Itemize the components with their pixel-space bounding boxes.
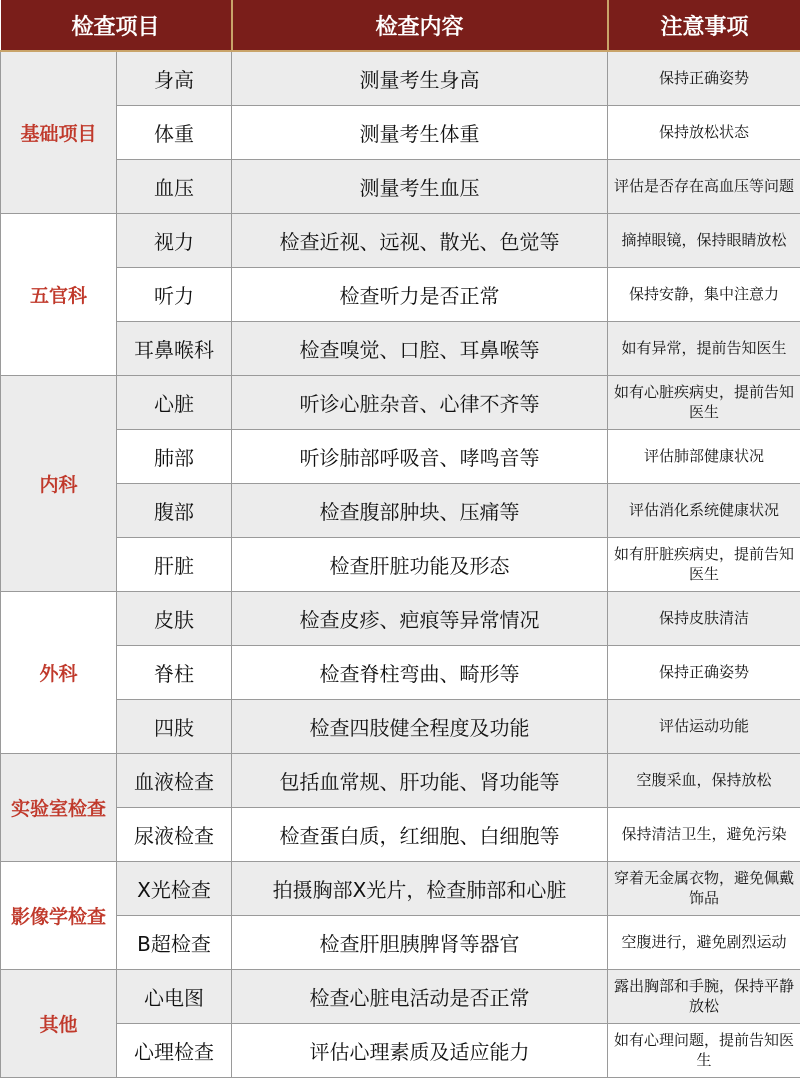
item-cell: B超检查 [117,915,232,969]
note-cell: 保持安静，集中注意力 [608,267,800,321]
note-cell: 保持正确姿势 [608,51,800,105]
category-cell: 基础项目 [1,51,117,213]
note-cell: 评估运动功能 [608,699,800,753]
category-cell: 五官科 [1,213,117,375]
item-cell: 血压 [117,159,232,213]
table-row [1,375,800,429]
item-cell: 身高 [117,51,232,105]
content-cell: 包括血常规、肝功能、肾功能等 [232,753,608,807]
category-cell: 影像学检查 [1,861,117,969]
header-row [1,0,800,51]
content-cell: 检查皮疹、疤痕等异常情况 [232,591,608,645]
table-row [1,537,800,591]
note-cell: 如有心脏疾病史，提前告知医生 [608,375,800,429]
item-cell: 听力 [117,267,232,321]
note-cell: 保持皮肤清洁 [608,591,800,645]
note-cell: 穿着无金属衣物，避免佩戴饰品 [608,861,800,915]
item-cell: 视力 [117,213,232,267]
category-cell: 外科 [1,591,117,753]
category-cell: 实验室检查 [1,753,117,861]
item-cell: 肝脏 [117,537,232,591]
note-cell: 摘掉眼镜，保持眼睛放松 [608,213,800,267]
note-cell: 评估消化系统健康状况 [608,483,800,537]
table-row [1,483,800,537]
table-row [1,213,800,267]
table-row [1,267,800,321]
table-row [1,429,800,483]
table-row [1,1023,800,1077]
content-cell: 检查肝脏功能及形态 [232,537,608,591]
content-cell: 检查近视、远视、散光、色觉等 [232,213,608,267]
item-cell: 体重 [117,105,232,159]
item-cell: 尿液检查 [117,807,232,861]
content-cell: 测量考生体重 [232,105,608,159]
content-cell: 拍摄胸部X光片，检查肺部和心脏 [232,861,608,915]
note-cell: 保持清洁卫生，避免污染 [608,807,800,861]
table-body [1,51,800,1077]
note-cell: 评估肺部健康状况 [608,429,800,483]
note-cell: 如有异常，提前告知医生 [608,321,800,375]
table-row [1,591,800,645]
content-cell: 检查听力是否正常 [232,267,608,321]
note-cell: 保持正确姿势 [608,645,800,699]
table-row [1,969,800,1023]
content-cell: 测量考生身高 [232,51,608,105]
header-note: 注意事项 [608,0,800,51]
content-cell: 测量考生血压 [232,159,608,213]
table-row [1,51,800,105]
item-cell: 皮肤 [117,591,232,645]
content-cell: 检查嗅觉、口腔、耳鼻喉等 [232,321,608,375]
content-cell: 检查脊柱弯曲、畸形等 [232,645,608,699]
note-cell: 保持放松状态 [608,105,800,159]
table-row [1,861,800,915]
note-cell: 空腹采血，保持放松 [608,753,800,807]
note-cell: 露出胸部和手腕，保持平静放松 [608,969,800,1023]
table-row [1,753,800,807]
item-cell: 四肢 [117,699,232,753]
item-cell: 脊柱 [117,645,232,699]
content-cell: 评估心理素质及适应能力 [232,1023,608,1077]
table-row [1,159,800,213]
note-cell: 如有肝脏疾病史，提前告知医生 [608,537,800,591]
content-cell: 检查心脏电活动是否正常 [232,969,608,1023]
item-cell: 肺部 [117,429,232,483]
note-cell: 空腹进行，避免剧烈运动 [608,915,800,969]
note-cell: 评估是否存在高血压等问题 [608,159,800,213]
item-cell: 心脏 [117,375,232,429]
content-cell: 检查四肢健全程度及功能 [232,699,608,753]
table-row [1,807,800,861]
table-row [1,699,800,753]
content-cell: 检查蛋白质，红细胞、白细胞等 [232,807,608,861]
item-cell: 血液检查 [117,753,232,807]
category-cell: 其他 [1,969,117,1077]
note-cell: 如有心理问题，提前告知医生 [608,1023,800,1077]
category-cell: 内科 [1,375,117,591]
content-cell: 听诊心脏杂音、心律不齐等 [232,375,608,429]
item-cell: X光检查 [117,861,232,915]
header-content: 检查内容 [232,0,608,51]
item-cell: 心电图 [117,969,232,1023]
content-cell: 检查腹部肿块、压痛等 [232,483,608,537]
table-row [1,645,800,699]
content-cell: 检查肝胆胰脾肾等器官 [232,915,608,969]
header-item: 检查项目 [1,0,232,51]
table-row [1,105,800,159]
table-row [1,321,800,375]
table-row [1,915,800,969]
item-cell: 腹部 [117,483,232,537]
item-cell: 耳鼻喉科 [117,321,232,375]
content-cell: 听诊肺部呼吸音、哮鸣音等 [232,429,608,483]
item-cell: 心理检查 [117,1023,232,1077]
